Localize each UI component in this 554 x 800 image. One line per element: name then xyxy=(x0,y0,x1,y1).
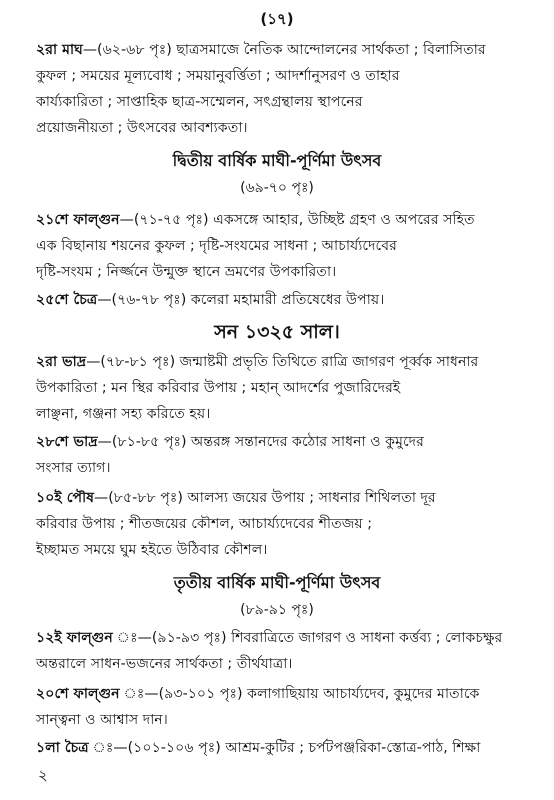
entry-line xyxy=(36,628,502,648)
entry-text: —(৭১-৭৫ পৃঃ) একসঙ্গে আহার, উচ্ছিষ্ট গ্রহণ ও অপরের সহিত xyxy=(119,212,475,228)
entry-text: এক বিছানায় শয়নের কুফল ; দৃষ্টি-সংযমের সাধনা ; আচার্য্যদেবের xyxy=(36,238,397,254)
entry-date: ২৫শে চৈত্র xyxy=(36,292,98,308)
entry-line xyxy=(36,514,372,534)
entry-line xyxy=(36,236,397,256)
entry-line xyxy=(36,378,400,398)
entry-line xyxy=(36,290,384,310)
section-heading: তৃতীয় বার্ষিক মাঘী-পূর্ণিমা উৎসব xyxy=(173,573,381,592)
entry-date: ২১শে ফাল্গুন xyxy=(36,212,120,228)
entry-text: প্রয়োজনীয়তা ; উৎসবের আবশ্যকতা। xyxy=(36,120,248,136)
entry-date: ১০ই পৌষ xyxy=(36,490,95,506)
entry-date: ২০শে ফাল্গুন xyxy=(36,686,120,702)
entry-line xyxy=(36,92,363,112)
entry-text: সান্ত্বনা ও আশ্বাস দান। xyxy=(36,712,168,728)
entry-line xyxy=(36,66,400,86)
section-pages: (৬৯-৭০ পৃঃ) xyxy=(240,180,314,196)
entry-line xyxy=(36,488,436,508)
entry-text: ইচ্ছামত সময়ে ঘুম হইতে উঠিবার কৌশল। xyxy=(36,542,268,558)
entry-line xyxy=(36,40,486,60)
year-heading: সন ১৩২৫ সাল। xyxy=(214,321,340,343)
entry-text: উপকারিতা ; মন স্থির করিবার উপায় ; মহান্ আদর্শের পুজারিদেরই xyxy=(36,380,401,396)
entry-text: কার্য্যকারিতা ; সাপ্তাহিক ছাত্র-সম্মেলন, সৎগ্রন্থালয় স্থাপনের xyxy=(36,94,363,110)
entry-date: ২রা ভাদ্র xyxy=(36,354,87,370)
entry-line xyxy=(36,262,336,282)
entry-text: কুফল ; সময়ের মূল্যবোধ ; সময়ানুবর্ত্তিতা ; আদর্শানুসরণ ও তাহার xyxy=(36,68,400,84)
page-number: (১৭) xyxy=(260,10,294,28)
entry-line xyxy=(36,654,293,674)
footer-page-number: ২ xyxy=(38,766,48,784)
entry-text: —(৮১-৮৫ পৃঃ) অন্তরঙ্গ সন্তানদের কঠোর সাধনা ও কুমুদের xyxy=(97,434,424,450)
entry-date: ২রা মাঘ xyxy=(36,42,83,58)
entry-line xyxy=(36,432,424,452)
entry-text: —(৬২-৬৮ পৃঃ) ছাত্রসমাজে নৈতিক আন্দোলনের সার্থকতা ; বিলাসিতার xyxy=(82,42,486,58)
entry-line xyxy=(36,404,210,424)
entry-line xyxy=(36,458,111,478)
entry-line xyxy=(36,540,267,560)
section-heading: দ্বিতীয় বার্ষিক মাঘী-পূর্ণিমা উৎসব xyxy=(172,151,382,170)
section-pages: (৮৯-৯১ পৃঃ) xyxy=(240,602,314,618)
entry-line xyxy=(36,352,478,372)
entry-date: ১২ই ফাল্গুন xyxy=(36,630,113,646)
entry-text: অন্তরালে সাধন-ভজনের সার্থকতা ; তীর্থযাত্রা। xyxy=(36,656,293,672)
entry-line xyxy=(36,684,479,704)
entry-date: ২৮শে ভাদ্র xyxy=(36,434,98,450)
entry-text: ঃ—(১০১-১০৬ পৃঃ) আশ্রম-কুটির ; চর্পটপঞ্জরিকা-স্তোত্র-পাঠ, শিক্ষা xyxy=(88,740,481,756)
entry-text: —(৮৫-৮৮ পৃঃ) আলস্য জয়ের উপায় ; সাধনার শিথিলতা দূর xyxy=(94,490,436,506)
entry-text: করিবার উপায় ; শীতজয়ের কৌশল, আচার্য্যদেবের শীতজয় ; xyxy=(36,516,373,532)
entry-line xyxy=(36,210,475,230)
entry-text: —(৭৮-৮১ পৃঃ) জন্মাষ্টমী প্রভৃতি তিথিতে রাত্রি জাগরণ পূর্ব্বক সাধনার xyxy=(86,354,479,370)
entry-text: দৃষ্টি-সংযম ; নির্জ্জনে উন্মুক্ত স্থানে ভ্রমণের উপকারিতা। xyxy=(36,264,337,280)
entry-text: —(৭৬-৭৮ পৃঃ) কলেরা মহামারী প্রতিষেধের উপায়। xyxy=(97,292,385,308)
entry-text: লাঞ্ছনা, গঞ্জনা সহ্য করিতে হয়। xyxy=(36,406,211,422)
entry-line xyxy=(36,738,480,758)
entry-text: ঃ—(৯১-৯৩ পৃঃ) শিবরাত্রিতে জাগরণ ও সাধনা কর্ত্তব্য ; লোকচক্ষুর xyxy=(112,630,503,646)
entry-date: ১লা চৈত্র xyxy=(36,740,89,756)
entry-text: সংসার ত্যাগ। xyxy=(36,460,111,476)
entry-text: ঃ—(৯৩-১০১ পৃঃ) কলাগাছিয়ায় আচার্য্যদেব, কুমুদের মাতাকে xyxy=(119,686,480,702)
entry-line xyxy=(36,118,248,138)
entry-line xyxy=(36,710,168,730)
